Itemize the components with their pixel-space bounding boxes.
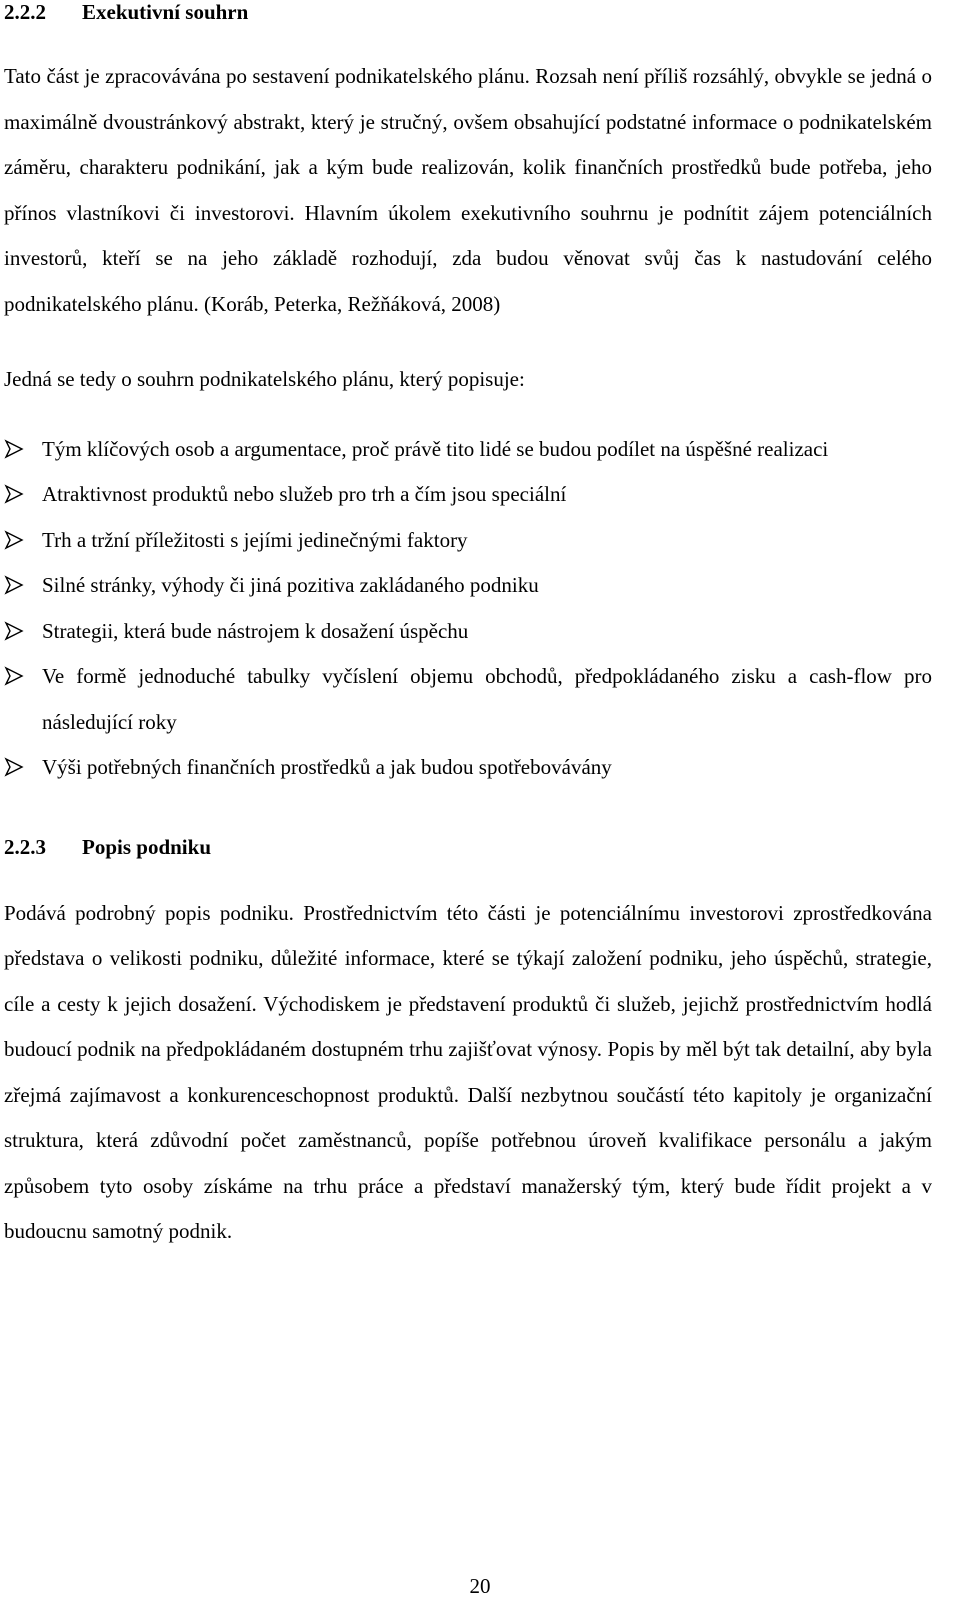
list-item-text: Výši potřebných finančních prostředků a jak budou spotřebovávány bbox=[42, 755, 612, 779]
arrowhead-bullet-icon bbox=[4, 439, 24, 459]
document-page bbox=[4, 0, 932, 1255]
section-heading-2-2-2 bbox=[4, 0, 932, 24]
page-number: 20 bbox=[469, 1574, 491, 1598]
list-item-text: Strategii, která bude nástrojem k dosažení úspěchu bbox=[42, 618, 469, 643]
arrowhead-bullet-icon bbox=[4, 530, 24, 550]
arrowhead-bullet-icon bbox=[4, 484, 24, 504]
paragraph-summary-intro: Jedná se tedy o souhrn podnikatelského plánu, který popisuje: bbox=[4, 367, 525, 391]
arrowhead-bullet-icon bbox=[4, 621, 24, 641]
list-item-text: Silné stránky, výhody či jiná pozitiva zakládaného podniku bbox=[42, 573, 539, 597]
paragraph-executive-summary: Tato část je zpracovávána po sestavení podnikatelského plánu. Rozsah není příliš rozsáhlý, obvykle se jedná o maximálně dvoustránkový abstrakt, který je stručný, ovšem obsahující podstatné informace o podnikatelském záměru, charakteru podnikání, jak a kým bude realizován, kolik finančních prostředků bude potřeba, jeho přínos vlastníkovi či investorovi. Hlavním úkolem exekutivního souhrnu je podnítit zájem potenciálních investorů, kteří se na jeho základě rozhodují, zda budou věnovat svůj čas k nastudování celého podnikatelského plánu. (Koráb, Peterka, Režňáková, 2008) bbox=[4, 64, 932, 316]
section-number: 2.2.3 bbox=[4, 834, 46, 859]
arrowhead-bullet-icon bbox=[4, 757, 24, 777]
section-number: 2.2.2 bbox=[4, 0, 46, 24]
list-item bbox=[4, 745, 932, 791]
section-heading-2-2-3 bbox=[4, 835, 932, 859]
list-item-text: Trh a tržní příležitosti s jejími jedinečnými faktory bbox=[42, 527, 468, 552]
arrowhead-bullet-icon bbox=[4, 575, 24, 595]
summary-topics-list bbox=[4, 427, 932, 791]
list-item-text: Tým klíčových osob a argumentace, proč právě tito lidé se budou podílet na úspěšné realizaci bbox=[42, 436, 829, 461]
list-item bbox=[4, 563, 932, 609]
list-item bbox=[4, 518, 932, 564]
list-item-text: Ve formě jednoduché tabulky vyčíslení objemu obchodů, předpokládaného zisku a cash-flow pro následující roky bbox=[42, 664, 932, 734]
list-item bbox=[4, 427, 932, 473]
list-item bbox=[4, 654, 932, 745]
list-item-text: Atraktivnost produktů nebo služeb pro trh a čím jsou speciální bbox=[42, 482, 567, 506]
list-item bbox=[4, 609, 932, 655]
paragraph-company-description: Podává podrobný popis podniku. Prostřednictvím této části je potenciálnímu investorovi zprostředkována představa o velikosti podniku, důležité informace, které se týkají založení podniku, jeho úspěchů, strategie, cíle a cesty k jejich dosažení. Východiskem je představení produktů či služeb, jejichž prostřednictvím hodlá budoucí podnik na předpokládaném dostupném trhu zajišťovat výnosy. Popis by měl být tak detailní, aby byla zřejmá zajímavost a konkurenceschopnost produktů. Další nezbytnou součástí této kapitoly je organizační struktura, která zdůvodní počet zaměstnanců, popíše potřebnou úroveň kvalifikace personálu a jakým způsobem tyto osoby získáme na trhu práce a představí manažerský tým, který bude řídit projekt a v budoucnu samotný podnik. bbox=[4, 900, 932, 1243]
arrowhead-bullet-icon bbox=[4, 666, 24, 686]
section-title: Popis podniku bbox=[82, 834, 211, 859]
list-item bbox=[4, 472, 932, 518]
section-title: Exekutivní souhrn bbox=[82, 0, 249, 24]
